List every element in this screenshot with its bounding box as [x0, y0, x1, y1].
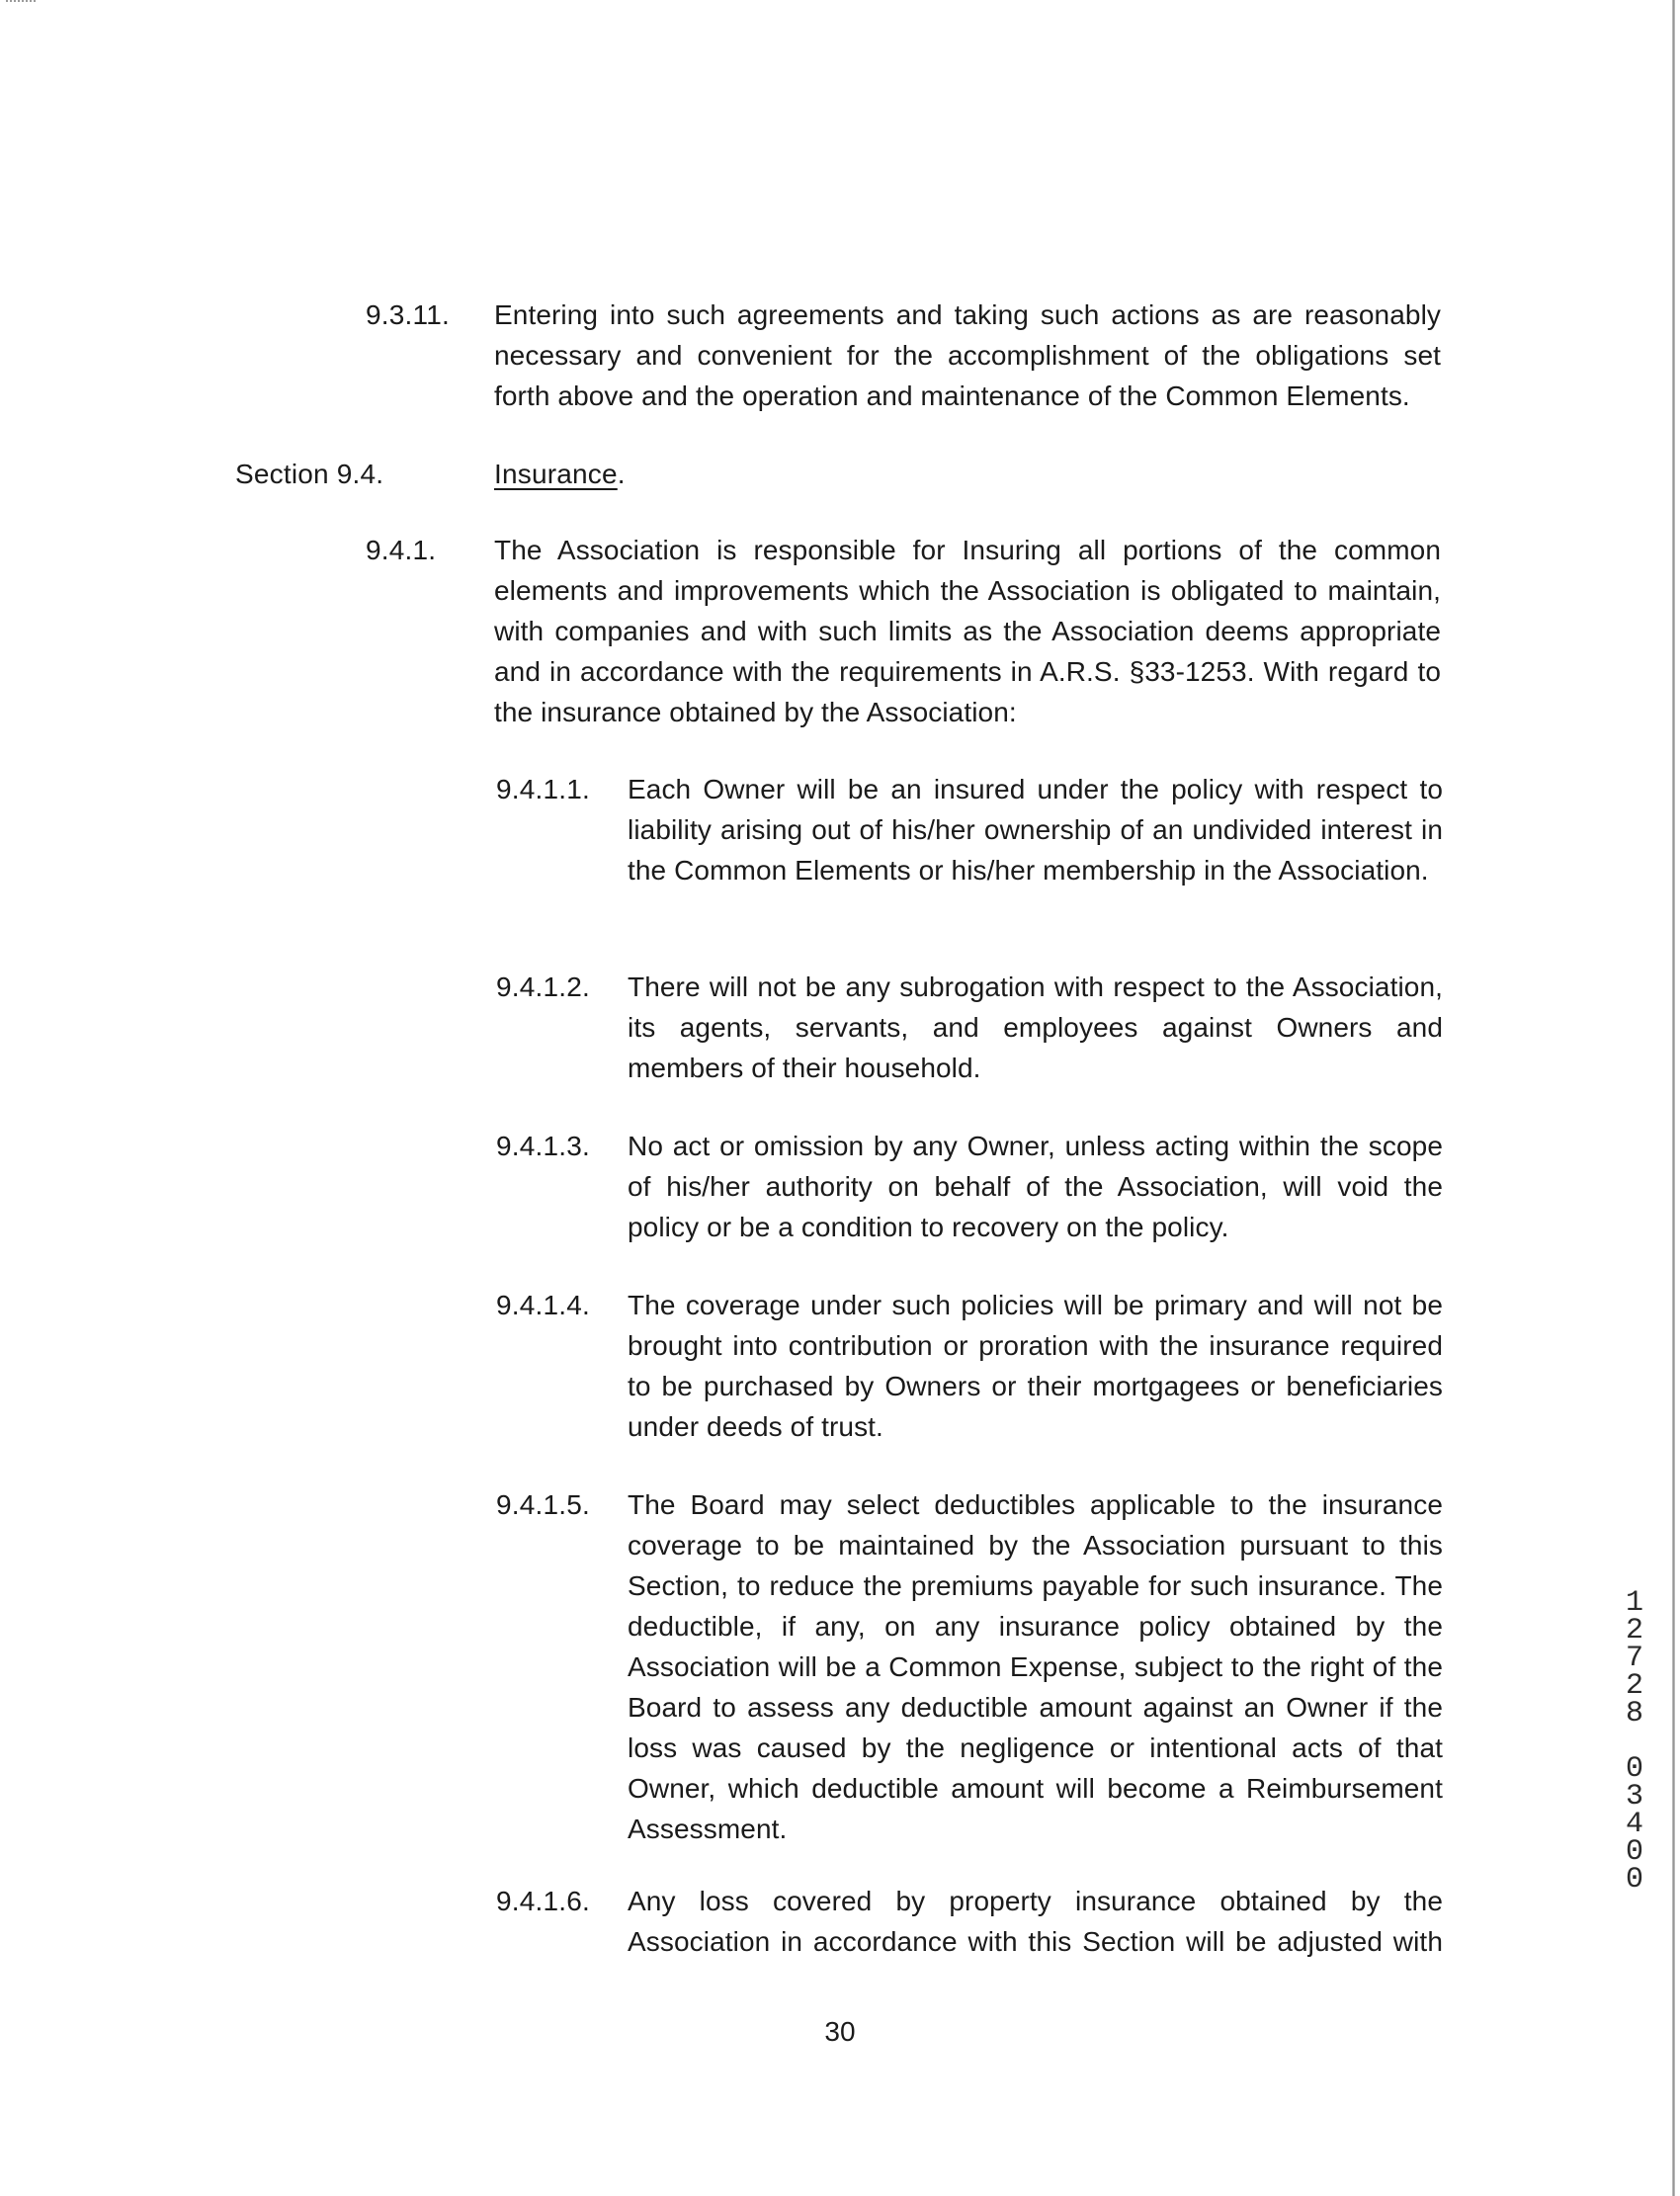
section-number-9-4: Section 9.4.: [235, 459, 384, 489]
paragraph-text-9-4-1-5: The Board may select deductibles applicable to the insurance coverage to be maintained by the Association pursuant to this Section, to reduce the premiums payable for such insurance. The deductible, if any, on any insurance policy obtained by the Association will be a Common Expense, subject to the right of the Board to assess any deductible amount against an Owner if the loss was caused by the negligence or intentional acts of that Owner, which deductible amount will become a Reimbursement Assessment.: [628, 1489, 1443, 1844]
paragraph-number-9-4-1-4: 9.4.1.4.: [496, 1290, 591, 1320]
paragraph-number-9-4-1: 9.4.1.: [366, 535, 437, 565]
paragraph-number-9-4-1-5: 9.4.1.5.: [496, 1489, 591, 1520]
paragraph-number-9-4-1-1: 9.4.1.1.: [496, 774, 591, 804]
paragraph-number-9-4-1-6: 9.4.1.6.: [496, 1886, 591, 1916]
scan-edge-line: [1672, 0, 1675, 2196]
paragraph-text-9-4-1-1: Each Owner will be an insured under the policy with respect to liability arising out of his/her ownership of an undivided interest in the Common Elements or his/her membership in the Association.: [628, 774, 1443, 886]
scan-corner-mark: [6, 0, 36, 4]
paragraph-text-9-4-1-3: No act or omission by any Owner, unless acting within the scope of his/her authority on behalf of the Association, will void the policy or be a condition to recovery on the policy.: [628, 1131, 1443, 1242]
paragraph-text-9-4-1: The Association is responsible for Insuring all portions of the common elements and improvements which the Association is obligated to maintain, with companies and with such limits as the Association deems appropriate and in accordance with the requirements in A.R.S. §33-1253. With regard to the insurance obtained by the Association:: [494, 535, 1441, 727]
paragraph-text-9-3-11: Entering into such agreements and taking such actions as are reasonably necessary and convenient for the accomplishment of the obligations set forth above and the operation and maintenance of the Common Elements.: [494, 299, 1441, 411]
paragraph-number-9-4-1-2: 9.4.1.2.: [496, 971, 591, 1002]
paragraph-number-9-4-1-3: 9.4.1.3.: [496, 1131, 591, 1161]
paragraph-number-9-3-11: 9.3.11.: [366, 299, 450, 330]
section-title: Insurance: [494, 459, 618, 489]
page-number: 30: [824, 2016, 856, 2047]
paragraph-text-9-4-1-6: Any loss covered by property insurance obtained by the Association in accordance with this Section will be adjusted with: [628, 1886, 1443, 1957]
paragraph-text-9-4-1-2: There will not be any subrogation with respect to the Association, its agents, servants, and employees against Owners and members of their household.: [628, 971, 1443, 1083]
section-title-period: .: [617, 459, 626, 489]
section-heading: [494, 454, 626, 495]
recording-stamp: 1 2 7 2 8 0 3 4 0 0: [1625, 1586, 1643, 1897]
paragraph-text-9-4-1-4: The coverage under such policies will be primary and will not be brought into contribution or proration with the insurance required to be purchased by Owners or their mortgagees or beneficiaries under deeds of trust.: [628, 1290, 1443, 1442]
